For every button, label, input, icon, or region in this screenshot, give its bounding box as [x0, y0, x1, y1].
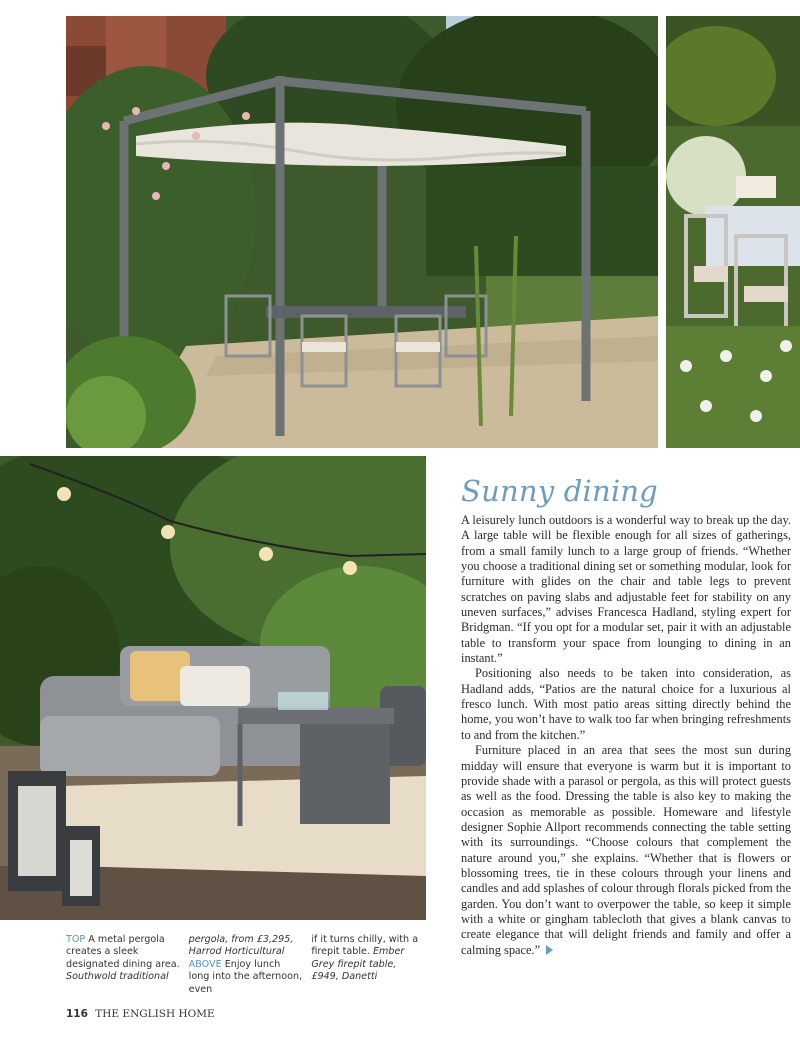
caption-top-credit: Southwold traditional: [66, 971, 169, 983]
caption-above-text-cont: if it turns chilly, with a firepit table.: [311, 934, 419, 958]
photo-pergola-dining: [66, 16, 658, 448]
article-paragraph: [461, 743, 791, 958]
article-paragraph: A leisurely lunch outdoors is a wonderful way to break up the day. A large table will be flexible enough for all sizes of gatherings, from a small family lunch to a large group of friends. “Whether you choose a traditional dining set or something modular, look for furniture with glides on the chair and table legs to prevent scratches on paving slabs and adjustable feet for stability on any uneven surfaces,” advises Francesca Hadland, styling expert for Bridgman. “If you opt for a modular set, pair it with an adjustable table to transform your space from lounging to dining in an instant.”: [461, 513, 791, 666]
photo-lounge-firepit: [0, 456, 426, 920]
page-footer: [66, 1008, 215, 1020]
photo-captions: [66, 934, 426, 996]
triangle-right-icon: [546, 945, 553, 955]
caption-column: [311, 934, 426, 996]
caption-tag-top: TOP: [66, 934, 86, 945]
caption-column: [189, 934, 304, 996]
article-paragraph-text: Furniture placed in an area that sees the most sun during midday will ensure that everyone is warm but it is important to provide shade with a parasol or pergola, as this will protect guests as well as the food. Dressing the table is also key to making the occasion as memorable as possible. Homeware and lifestyle designer Sophie Allport recommends connecting the table setting with its surroundings. “Choose colours that complement the nature around you,” she explains. “Whether that is flowers or blossoming trees, tie in these colours through your linens and candles and add splashes of colour through florals picked from the garden. You don’t want to overpower the table, so keep it simple with a white or gingham tablecloth that gives a blank canvas to create elegance that will delight friends and family and offer a calming space.”: [461, 743, 791, 957]
article-paragraph: Positioning also needs to be taken into consideration, as Hadland adds, “Patios are the natural choice for a luxurious al fresco lunch. With most patio areas sitting directly behind the home, you won’t have to walk too far when bringing refreshments to and from the kitchen.”: [461, 666, 791, 742]
page-number: 116: [66, 1008, 88, 1020]
caption-tag-above: ABOVE: [188, 958, 222, 970]
magazine-name: THE ENGLISH HOME: [95, 1008, 215, 1020]
caption-top-text: A metal pergola creates a sleek designated dining area.: [66, 934, 180, 970]
article-body: [461, 513, 791, 958]
caption-above-credit: Ember Grey firepit table, £949, Danetti: [311, 946, 405, 983]
caption-column: [66, 934, 181, 996]
article-heading: Sunny dining: [461, 474, 658, 508]
caption-above-text: Enjoy lunch long into the afternoon, even: [188, 958, 303, 995]
caption-top-credit-cont: pergola, from £3,295, Harrod Horticultural: [188, 934, 294, 958]
photo-garden-table: [666, 16, 800, 448]
